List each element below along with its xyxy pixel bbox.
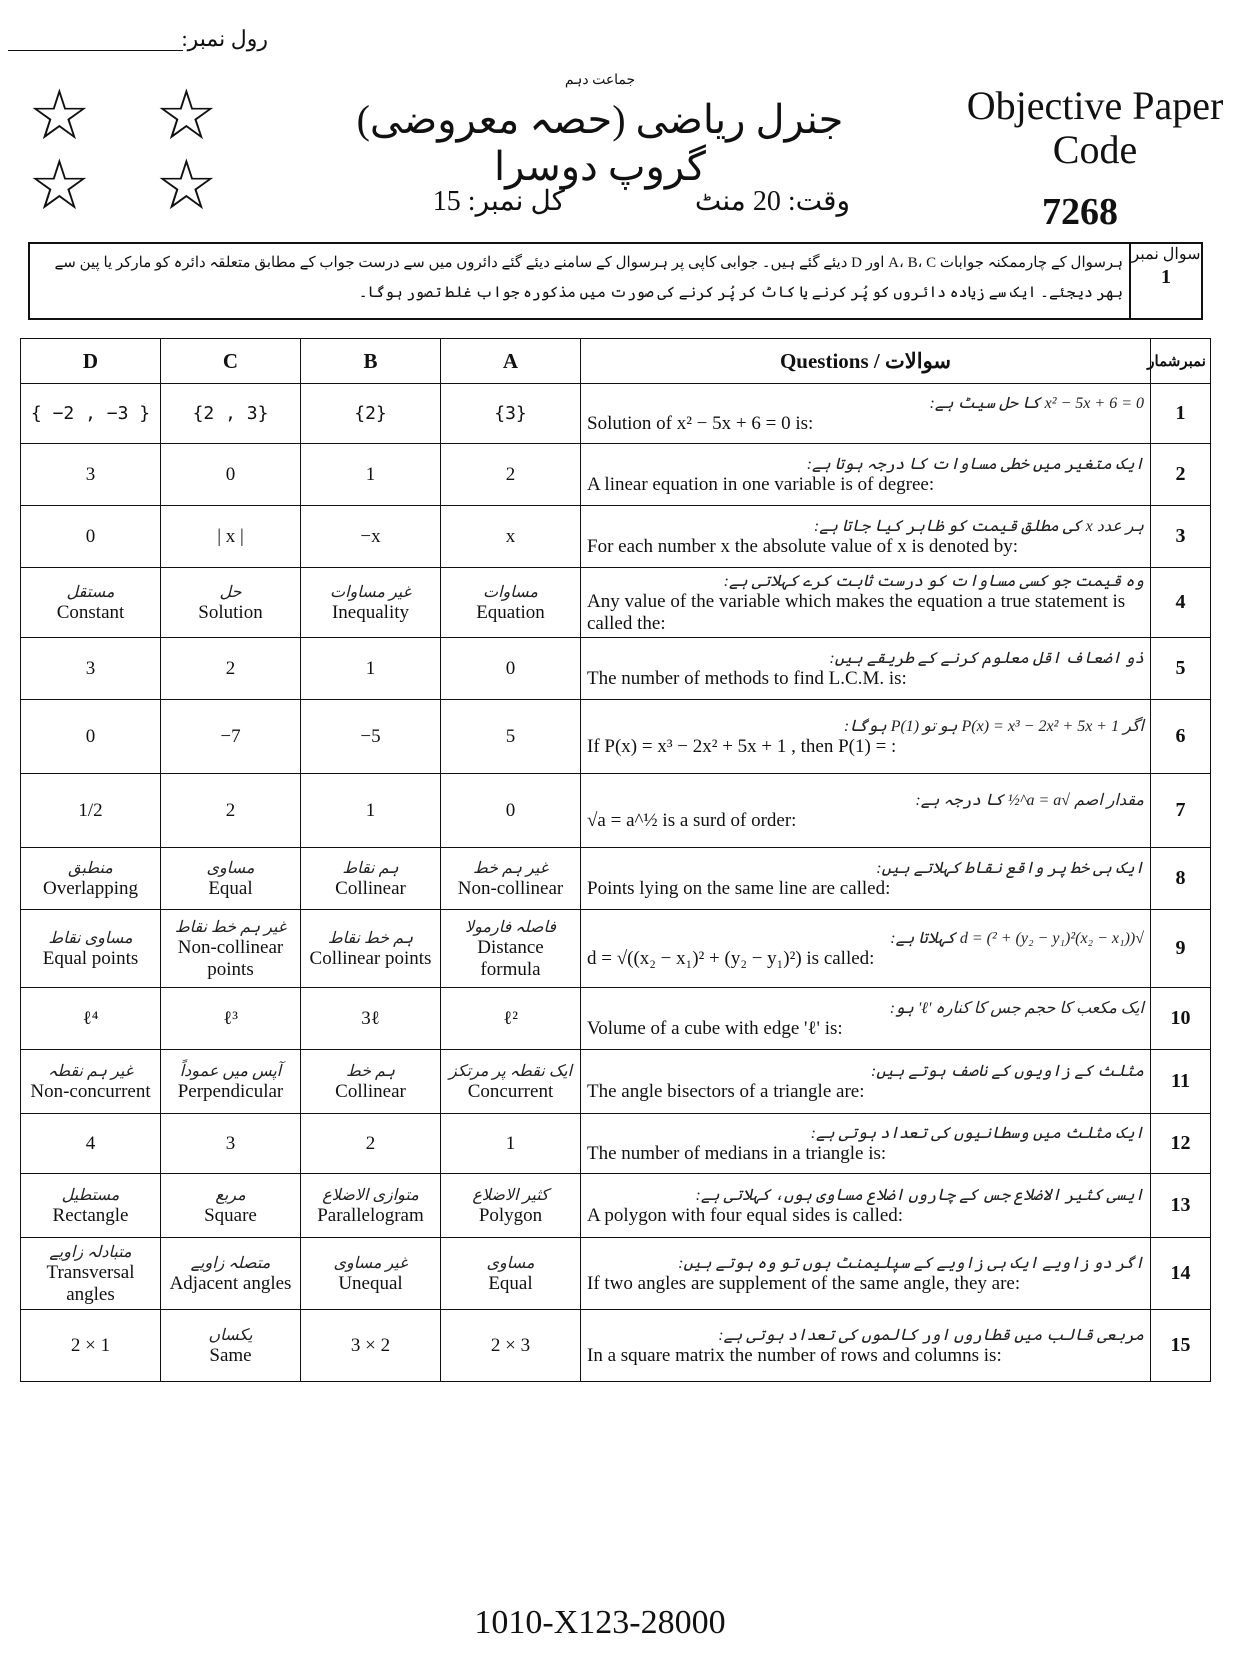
option-b-cell [301,568,441,638]
question-english: If two angles are supplement of the same angle, they are: [587,1272,1021,1294]
option-d-text: 3 [85,463,96,485]
table-row [21,700,1211,774]
option-b-text: Collinear [335,877,406,899]
option-c-urdu: مربع [215,1186,246,1204]
option-d-cell [21,988,161,1050]
questions-table [20,338,1211,1382]
question-number: 1 [1161,266,1171,288]
option-d-cell [21,1310,161,1382]
option-b-text: Collinear [335,1080,406,1102]
question-urdu: ایک ہی خط پر واقع نقاط کہلاتے ہیں: [876,859,1144,877]
option-c-text: −7 [220,725,241,747]
option-b-cell [301,988,441,1050]
option-a-urdu: غیر ہم خط [472,859,549,877]
question-english: Solution of x² − 5x + 6 = 0 is: [587,412,814,434]
option-a-cell [441,444,581,506]
question-english: In a square matrix the number of rows and columns is: [587,1344,1002,1366]
option-a-text: 1 [505,1132,516,1154]
instructions-box [28,242,1203,320]
option-a-text: ℓ² [503,1007,518,1029]
header-b: B [301,339,441,384]
option-a-cell [441,1114,581,1174]
option-c-urdu: مساوی [206,859,255,877]
roll-number-field [8,26,268,56]
option-a-text: 2 × 3 [490,1334,531,1356]
question-cell [581,568,1151,638]
question-cell [581,988,1151,1050]
option-b-text: Parallelogram [317,1204,424,1226]
option-a-urdu: ایک نقطہ پر مرتکز [448,1062,573,1080]
question-english: The angle bisectors of a triangle are: [587,1080,865,1102]
question-cell [581,1310,1151,1382]
option-b-text: Collinear points [309,947,432,969]
star-icon: ☆ [155,144,218,226]
serial-number: 4 [1151,568,1211,638]
serial-number: 12 [1151,1114,1211,1174]
option-b-cell [301,1174,441,1238]
question-cell [581,638,1151,700]
question-urdu: مثلث کے زاویوں کے ناصف ہوتے ہیں: [870,1062,1144,1080]
question-english: A polygon with four equal sides is called: [587,1204,904,1226]
option-b-cell [301,506,441,568]
option-a-text: 0 [505,799,516,821]
serial-number: 7 [1151,774,1211,848]
option-c-urdu: یکساں [208,1326,253,1344]
time-allowed: وقت: 20 منٹ [694,186,850,217]
option-b-urdu: ہم خط [345,1062,396,1080]
question-cell [581,1050,1151,1114]
option-c-text: | x | [217,525,244,547]
star-icon: ☆ [28,144,91,226]
paper-title-urdu: جنرل ریاضی (حصہ معروضی) گروپ دوسرا [356,97,844,189]
option-b-text: 3 × 2 [350,1334,391,1356]
option-c-text: Non-collinear points [177,936,284,980]
question-urdu: ذو اضعاف اقل معلوم کرنے کے طریقے ہیں: [829,649,1144,667]
option-d-cell [21,700,161,774]
question-urdu: ایک مکعب کا حجم جس کا کنارہ 'ℓ' ہو: [889,999,1144,1017]
question-urdu: مربعی قالب میں قطاروں اور کالموں کی تعداد ہوتی ہے: [718,1326,1144,1344]
question-label: سوال نمبر [1131,246,1201,263]
option-c-cell [161,1050,301,1114]
table-row [21,774,1211,848]
table-row [21,988,1211,1050]
option-d-text: 3 [85,657,96,679]
option-d-urdu: مستقل [66,583,115,601]
option-d-cell [21,568,161,638]
option-c-cell [161,568,301,638]
paper-code: 7268 [1042,191,1118,233]
footer-code: 1010-X123-28000 [474,1604,726,1641]
option-a-cell [441,384,581,444]
option-d-cell [21,848,161,910]
header-c: C [161,339,301,384]
option-d-text: Rectangle [52,1204,129,1226]
option-c-text: Adjacent angles [169,1272,292,1294]
question-cell [581,700,1151,774]
option-b-urdu: ہم نقاط [342,859,399,877]
option-b-text: Inequality [331,601,410,623]
question-urdu: x² − 5x + 6 = 0 کا حل سیٹ ہے: [929,394,1144,412]
option-a-text: 2 [505,463,516,485]
option-c-urdu: متصلہ زاویے [190,1254,271,1272]
option-d-cell [21,1114,161,1174]
table-row [21,1050,1211,1114]
option-c-cell [161,774,301,848]
option-c-text: 3 [225,1132,236,1154]
option-a-text: Polygon [478,1204,543,1226]
option-a-cell [441,700,581,774]
question-english: Volume of a cube with edge 'ℓ' is: [587,1017,843,1039]
question-cell [581,848,1151,910]
option-a-text: x [505,525,516,547]
question-urdu: اگر P(x) = x³ − 2x² + 5x + 1 ہو تو P(1) ہوگا: [843,717,1144,735]
option-d-urdu: منطبق [68,859,113,877]
option-a-cell [441,1310,581,1382]
option-a-cell [441,988,581,1050]
serial-number: 10 [1151,988,1211,1050]
serial-number: 15 [1151,1310,1211,1382]
table-row [21,506,1211,568]
option-b-cell [301,1238,441,1310]
option-b-urdu: غیر مساوی [333,1254,408,1272]
header-a: A [441,339,581,384]
option-a-text: Equation [476,601,545,623]
serial-number: 2 [1151,444,1211,506]
option-b-text: 1 [365,463,376,485]
question-english: Points lying on the same line are called: [587,877,891,899]
serial-number: 6 [1151,700,1211,774]
option-a-cell [441,638,581,700]
option-c-urdu: آپس میں عموداً [179,1062,282,1080]
option-a-text: Equal [488,1272,533,1294]
option-d-cell [21,638,161,700]
option-a-urdu: مساوات [483,583,538,601]
serial-number: 14 [1151,1238,1211,1310]
option-d-text: 1/2 [78,799,103,821]
question-urdu: ایک مثلث میں وسطانیوں کی تعداد ہوتی ہے: [810,1124,1144,1142]
option-d-urdu: متبادلہ زاویے [49,1243,132,1261]
option-b-cell [301,384,441,444]
option-a-cell [441,506,581,568]
table-row [21,1310,1211,1382]
option-b-cell [301,638,441,700]
option-c-cell [161,848,301,910]
option-d-cell [21,910,161,988]
total-marks: کل نمبر: 15 [432,186,565,217]
option-a-cell [441,774,581,848]
question-english: The number of methods to find L.C.M. is: [587,667,907,689]
serial-number: 5 [1151,638,1211,700]
table-row [21,910,1211,988]
option-d-text: 0 [85,525,96,547]
option-a-urdu: کثیر الاضلاع [472,1186,549,1204]
option-d-urdu: غیر ہم نقطہ [47,1062,134,1080]
option-b-urdu: ہم خط نقاط [327,929,414,947]
option-d-text: Overlapping [43,877,138,899]
option-c-cell [161,1238,301,1310]
question-cell [581,384,1151,444]
header-d: D [21,339,161,384]
question-urdu: √((x₂ − x₁)² + (y₂ − y₁)²) = d کہلاتا ہے: [890,929,1144,947]
option-b-cell [301,700,441,774]
table-row [21,1238,1211,1310]
option-b-cell [301,1310,441,1382]
option-a-urdu: مساوی [486,1254,535,1272]
option-d-cell [21,384,161,444]
option-a-cell [441,910,581,988]
option-b-text: −x [360,525,381,547]
option-c-urdu: غیر ہم خط نقاط [174,918,287,936]
option-c-text: Square [204,1204,257,1226]
question-english: If P(x) = x³ − 2x² + 5x + 1 , then P(1) = : [587,735,897,757]
option-b-text: −5 [360,725,381,747]
option-a-text: Non-collinear [457,877,564,899]
option-a-cell [441,568,581,638]
option-d-cell [21,1238,161,1310]
serial-number: 3 [1151,506,1211,568]
option-c-cell [161,1174,301,1238]
option-c-cell [161,384,301,444]
option-a-cell [441,848,581,910]
star-icon: ☆ [155,74,218,156]
roll-number-label: رول نمبر: [181,26,268,51]
option-d-text: Equal points [42,947,139,969]
question-cell [581,1174,1151,1238]
question-cell [581,910,1151,988]
option-c-cell [161,1310,301,1382]
table-header-row [21,339,1211,384]
option-d-cell [21,444,161,506]
option-c-text: Perpendicular [177,1080,284,1102]
option-d-text: ℓ⁴ [82,1007,99,1029]
option-d-text: Non-concurrent [30,1080,151,1102]
table-row [21,1174,1211,1238]
option-c-urdu: حل [219,583,242,601]
option-c-text: Same [209,1344,252,1366]
option-c-text: {2 , 3} [192,403,269,424]
option-b-text: 1 [365,799,376,821]
serial-number: 13 [1151,1174,1211,1238]
option-b-text: 2 [365,1132,376,1154]
question-cell [581,506,1151,568]
option-b-urdu: غیر مساوات [330,583,411,601]
serial-number: 1 [1151,384,1211,444]
option-c-text: 2 [225,799,236,821]
option-c-text: 0 [225,463,236,485]
option-a-text: 5 [505,725,516,747]
question-urdu: وہ قیمت جو کسی مساوات کو درست ثابت کرے کہلاتی ہے: [723,572,1144,590]
serial-number: 8 [1151,848,1211,910]
question-urdu: ایک متغیر میں خطی مساوات کا درجہ ہوتا ہے: [806,455,1144,473]
option-b-urdu: متوازی الاضلاع [322,1186,419,1204]
option-b-text: {2} [354,403,387,424]
option-d-cell [21,1050,161,1114]
serial-number: 11 [1151,1050,1211,1114]
option-a-text: Concurrent [467,1080,554,1102]
option-c-text: ℓ³ [223,1007,238,1029]
roll-number-line [8,50,183,51]
question-cell [581,774,1151,848]
option-c-cell [161,506,301,568]
question-urdu: اگر دو زاویے ایک ہی زاویے کے سپلیمنٹ ہوں تو وہ ہوتے ہیں: [678,1254,1144,1272]
serial-number: 9 [1151,910,1211,988]
option-b-text: 1 [365,657,376,679]
option-d-text: Constant [56,601,125,623]
option-b-cell [301,1114,441,1174]
option-d-urdu: مستطیل [61,1186,120,1204]
option-c-cell [161,638,301,700]
question-english: Any value of the variable which makes the equation a true statement is called the: [587,590,1126,634]
question-cell [581,1238,1151,1310]
option-c-text: 2 [225,657,236,679]
option-c-cell [161,988,301,1050]
header-serial: نمبرشمار [1151,339,1211,384]
table-row [21,568,1211,638]
option-d-text: { −2 , −3 } [30,403,151,424]
star-icon: ☆ [28,74,91,156]
table-row [21,638,1211,700]
header-questions: Questions / سوالات [581,339,1151,384]
option-c-text: Equal [208,877,253,899]
option-d-text: 4 [85,1132,96,1154]
question-urdu: ہر عدد x کی مطلق قیمت کو ظاہر کیا جاتا ہے: [813,517,1144,535]
option-b-cell [301,1050,441,1114]
instructions-line: ہرسوال کے چارممکنہ جوابات A، B، C اور D دیئے گئے ہیں۔ جوابی کاپی پر ہرسوال کے سامنے دیئے گئے دائروں میں سے درست جواب کے مطابق متعلقہ دائرہ کو مارکر یا پین سے [54,255,1123,271]
question-cell [581,1114,1151,1174]
table-row [21,1114,1211,1174]
option-a-cell [441,1238,581,1310]
option-d-cell [21,1174,161,1238]
question-cell [581,444,1151,506]
option-d-urdu: مساوی نقاط [48,929,133,947]
question-number-cell [1129,244,1201,318]
option-d-cell [21,774,161,848]
class-label: جماعت دہم [564,73,636,88]
table-row [21,848,1211,910]
instructions-line: بھر دیجئے۔ ایک سے زیادہ دائروں کو پُر کرنے یا کاٹ کر پُر کرنے کی صورت میں مذکورہ جواب غلط تصور ہوگا۔ [358,285,1123,301]
option-c-cell [161,700,301,774]
objective-paper-title: Objective Paper Code [966,83,1224,172]
option-b-text: Unequal [338,1272,403,1294]
question-english: √a = a^½ is a surd of order: [587,809,797,831]
option-a-text: {3} [494,403,527,424]
option-c-cell [161,910,301,988]
option-b-cell [301,774,441,848]
option-d-cell [21,506,161,568]
table-row [21,384,1211,444]
option-c-cell [161,1114,301,1174]
instructions-text [36,248,1123,308]
question-urdu: ایسی کثیر الاضلاع جس کے چاروں اضلاع مساوی ہوں، کہلاتی ہے: [695,1186,1144,1204]
question-urdu: مقدار اصم √a = a^½ کا درجہ ہے: [915,791,1144,809]
option-a-text: 0 [505,657,516,679]
option-b-cell [301,444,441,506]
option-a-cell [441,1050,581,1114]
option-d-text: 2 × 1 [70,1334,111,1356]
option-a-text: Distance formula [477,936,544,980]
question-english: d = √((x₂ − x₁)² + (y₂ − y₁)²) is called: [587,947,875,969]
table-row [21,444,1211,506]
option-a-cell [441,1174,581,1238]
option-d-text: Transversal angles [46,1261,135,1305]
option-b-cell [301,910,441,988]
option-b-cell [301,848,441,910]
option-c-cell [161,444,301,506]
question-english: For each number x the absolute value of x is denoted by: [587,535,1019,557]
option-d-text: 0 [85,725,96,747]
option-c-text: Solution [198,601,263,623]
option-a-urdu: فاصلہ فارمولا [465,918,556,936]
option-b-text: 3ℓ [361,1007,380,1029]
question-english: The number of medians in a triangle is: [587,1142,887,1164]
question-english: A linear equation in one variable is of degree: [587,473,935,495]
